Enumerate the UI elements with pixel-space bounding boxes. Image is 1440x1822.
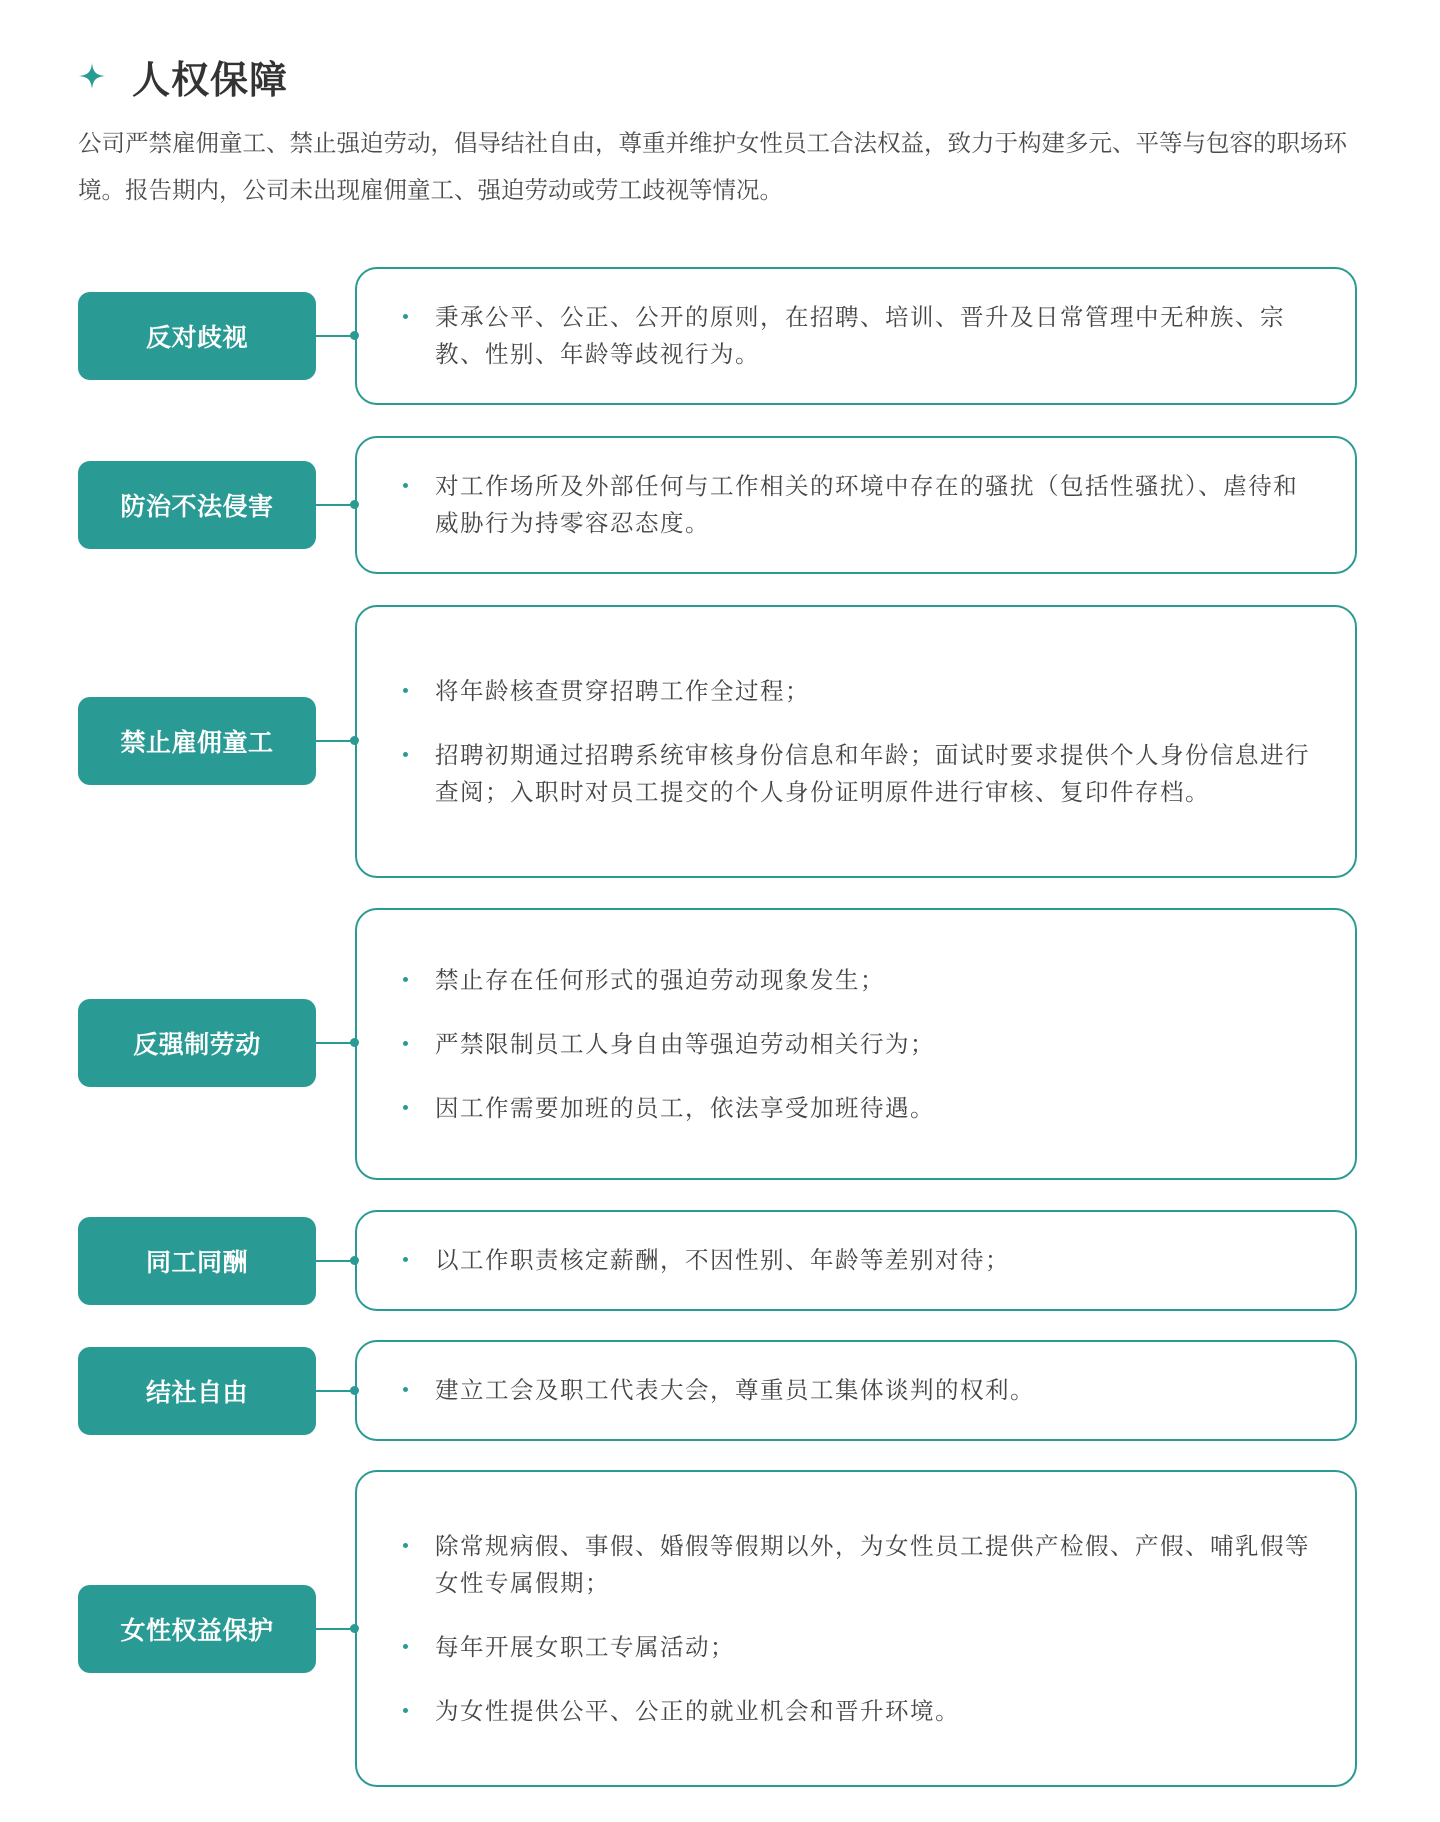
row-label: 防治不法侵害 — [78, 461, 316, 549]
bullet-item — [403, 1026, 1319, 1063]
bullet-dot — [403, 1543, 408, 1548]
bullet-item — [403, 1242, 1319, 1279]
bullet-text: 招聘初期通过招聘系统审核身份信息和年龄；面试时要求提供个人身份信息进行查阅；入职时对员工提交的个人身份证明原件进行审核、复印件存档。 — [435, 740, 1310, 806]
bullet-item — [403, 1528, 1319, 1602]
bullet-item — [403, 673, 1319, 710]
bullet-dot — [403, 483, 408, 488]
row-content-box — [355, 908, 1357, 1180]
sparkle-star-icon — [78, 62, 106, 90]
row-label: 结社自由 — [78, 1347, 316, 1435]
bullet-text: 秉承公平、公正、公开的原则，在招聘、培训、晋升及日常管理中无种族、宗教、性别、年龄等歧视行为。 — [435, 303, 1285, 368]
row-content-box — [355, 436, 1357, 574]
row-content-box — [355, 1470, 1357, 1787]
bullet-item — [403, 962, 1319, 999]
bullet-text: 为女性提供公平、公正的就业机会和晋升环境。 — [435, 1696, 960, 1725]
bullet-text: 除常规病假、事假、婚假等假期以外，为女性员工提供产检假、产假、哺乳假等女性专属假期； — [435, 1531, 1310, 1597]
row-label: 反强制劳动 — [78, 999, 316, 1087]
bullet-item — [403, 737, 1319, 811]
bullet-dot — [403, 1041, 408, 1046]
bullet-text: 严禁限制员工人身自由等强迫劳动相关行为； — [435, 1029, 935, 1058]
bullet-text: 以工作职责核定薪酬，不因性别、年龄等差别对待； — [435, 1246, 1010, 1274]
bullet-dot — [403, 752, 408, 757]
bullet-item — [403, 1629, 1319, 1666]
bullet-text: 禁止存在任何形式的强迫劳动现象发生； — [435, 965, 885, 994]
row-content-box — [355, 605, 1357, 878]
bullet-item — [403, 1372, 1319, 1409]
row-label: 女性权益保护 — [78, 1585, 316, 1673]
row-content-box — [355, 1340, 1357, 1441]
bullet-text: 对工作场所及外部任何与工作相关的环境中存在的骚扰（包括性骚扰）、虐待和威胁行为持零容忍态度。 — [435, 472, 1299, 537]
row-label: 禁止雇佣童工 — [78, 697, 316, 785]
bullet-dot — [403, 1387, 408, 1392]
bullet-dot — [403, 688, 408, 693]
bullet-dot — [403, 1644, 408, 1649]
row-label: 反对歧视 — [78, 292, 316, 380]
page-title: 人权保障 — [132, 57, 289, 102]
bullet-item — [403, 1693, 1319, 1730]
bullet-text: 每年开展女职工专属活动； — [435, 1632, 735, 1661]
section-heading — [78, 46, 288, 106]
bullet-text: 将年龄核查贯穿招聘工作全过程； — [435, 676, 810, 705]
row-content-box — [355, 267, 1357, 405]
bullet-item — [403, 468, 1319, 542]
bullet-dot — [403, 1105, 408, 1110]
intro-paragraph: 公司严禁雇佣童工、禁止强迫劳动，倡导结社自由，尊重并维护女性员工合法权益，致力于构建多元、平等与包容的职场环境。报告期内，公司未出现雇佣童工、强迫劳动或劳工歧视等情况。 — [78, 129, 1347, 204]
bullet-item — [403, 1090, 1319, 1127]
bullet-dot — [403, 1708, 408, 1713]
bullet-dot — [403, 314, 408, 319]
bullet-dot — [403, 977, 408, 982]
bullet-dot — [403, 1257, 408, 1262]
row-content-box — [355, 1210, 1357, 1311]
bullet-item — [403, 299, 1319, 373]
bullet-text: 建立工会及职工代表大会，尊重员工集体谈判的权利。 — [435, 1376, 1035, 1404]
row-label: 同工同酬 — [78, 1217, 316, 1305]
bullet-text: 因工作需要加班的员工，依法享受加班待遇。 — [435, 1093, 935, 1122]
